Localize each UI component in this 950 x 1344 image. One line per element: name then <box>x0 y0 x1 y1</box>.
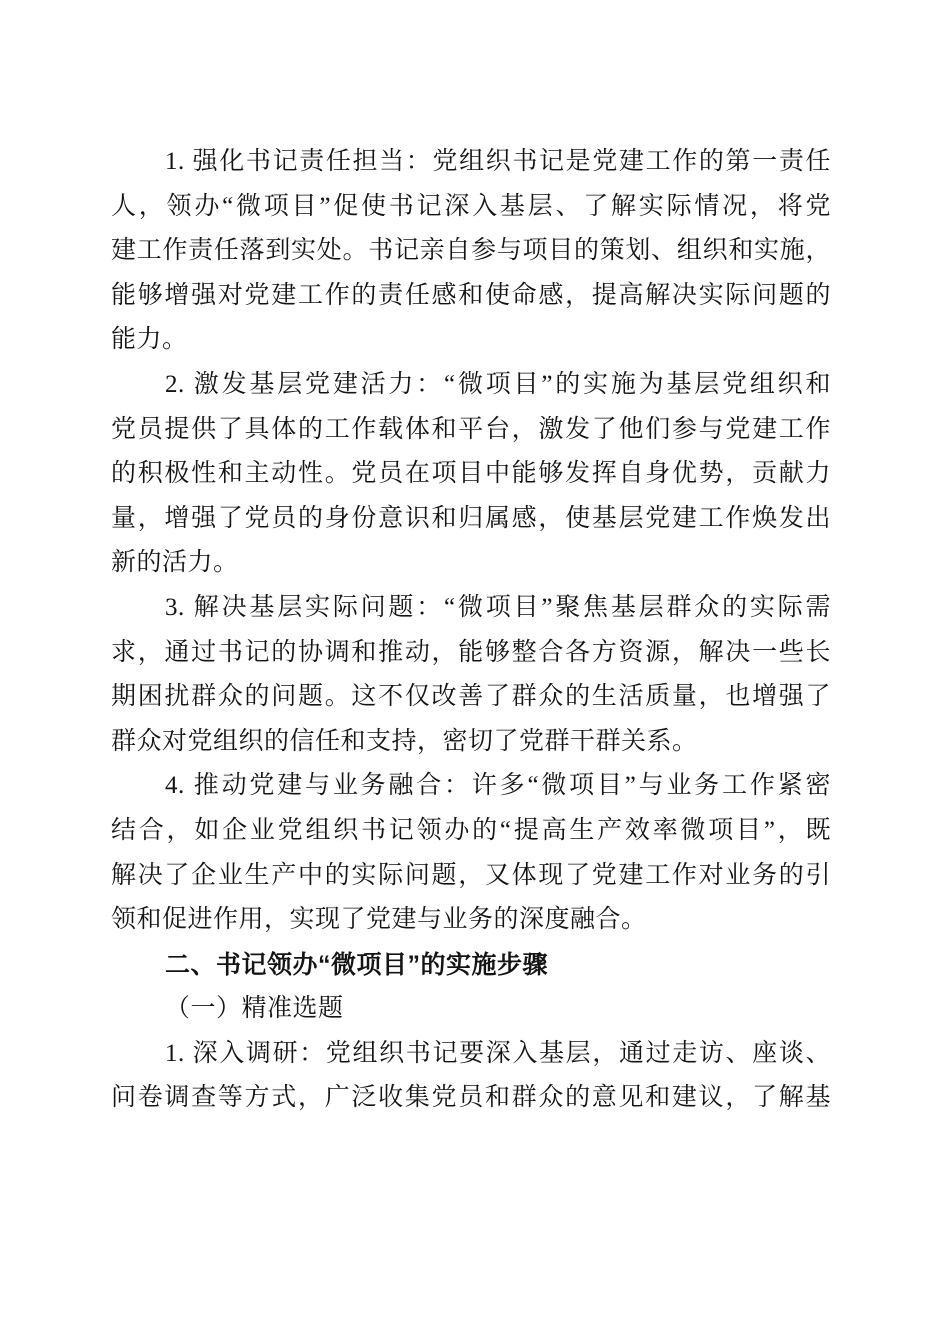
text-line: 二、书记领办“微项目”的实施步骤 <box>165 950 549 979</box>
text-line: 的积极性和主动性。党员在项目中能够发挥自身优势，贡献力 <box>111 460 831 488</box>
text-line: 2. 激发基层党建活力：“微项目”的实施为基层党组织和 <box>165 370 831 398</box>
text-line: 结合，如企业党组织书记领办的“提高生产效率微项目”，既 <box>111 816 831 844</box>
subheading-precise-topic-selection <box>111 987 831 1032</box>
text-line: 期困扰群众的问题。这不仅改善了群众的生活质量，也增强了 <box>111 683 831 711</box>
text-line: 领和促进作用，实现了党建与业务的深度融合。 <box>111 906 647 934</box>
text-line: 问卷调查等方式，广泛收集党员和群众的意见和建议，了解基 <box>111 1084 831 1112</box>
para-3-solve-grassroots-practical-problems <box>111 586 831 764</box>
text-line: 解决了企业生产中的实际问题，又体现了党建工作对业务的引 <box>111 861 831 889</box>
text-line: 能力。 <box>111 326 188 354</box>
para-1-strengthen-secretary-responsibility <box>111 140 831 363</box>
text-line: 量，增强了党员的身份意识和归属感，使基层党建工作焕发出 <box>111 504 831 532</box>
text-line: 3. 解决基层实际问题：“微项目”聚焦基层群众的实际需 <box>165 593 831 621</box>
text-line: （一）精准选题 <box>165 995 344 1023</box>
text-line: 1. 强化书记责任担当：党组织书记是党建工作的第一责任 <box>165 148 831 175</box>
text-line: 党员提供了具体的工作载体和平台，激发了他们参与党建工作 <box>111 415 831 443</box>
text-line: 4. 推动党建与业务融合：许多“微项目”与业务工作紧密 <box>165 772 831 800</box>
text-line: 建工作责任落到实处。书记亲自参与项目的策划、组织和实施， <box>111 237 831 265</box>
document-content <box>111 140 831 1121</box>
heading-implementation-steps <box>111 943 831 988</box>
para-5-indepth-research <box>111 1032 831 1121</box>
text-line: 能够增强对党建工作的责任感和使命感，提高解决实际问题的 <box>111 281 831 309</box>
para-2-stimulate-grassroots-party-vitality <box>111 363 831 586</box>
text-line: 1. 深入调研：党组织书记要深入基层，通过走访、座谈、 <box>165 1039 831 1067</box>
text-line: 群众对党组织的信任和支持，密切了党群干群关系。 <box>111 727 698 755</box>
text-line: 人，领办“微项目”促使书记深入基层、了解实际情况，将党 <box>111 192 831 220</box>
text-line: 新的活力。 <box>111 549 239 577</box>
para-4-integrate-party-building-and-business <box>111 764 831 942</box>
text-line: 求，通过书记的协调和推动，能够整合各方资源，解决一些长 <box>111 638 831 666</box>
